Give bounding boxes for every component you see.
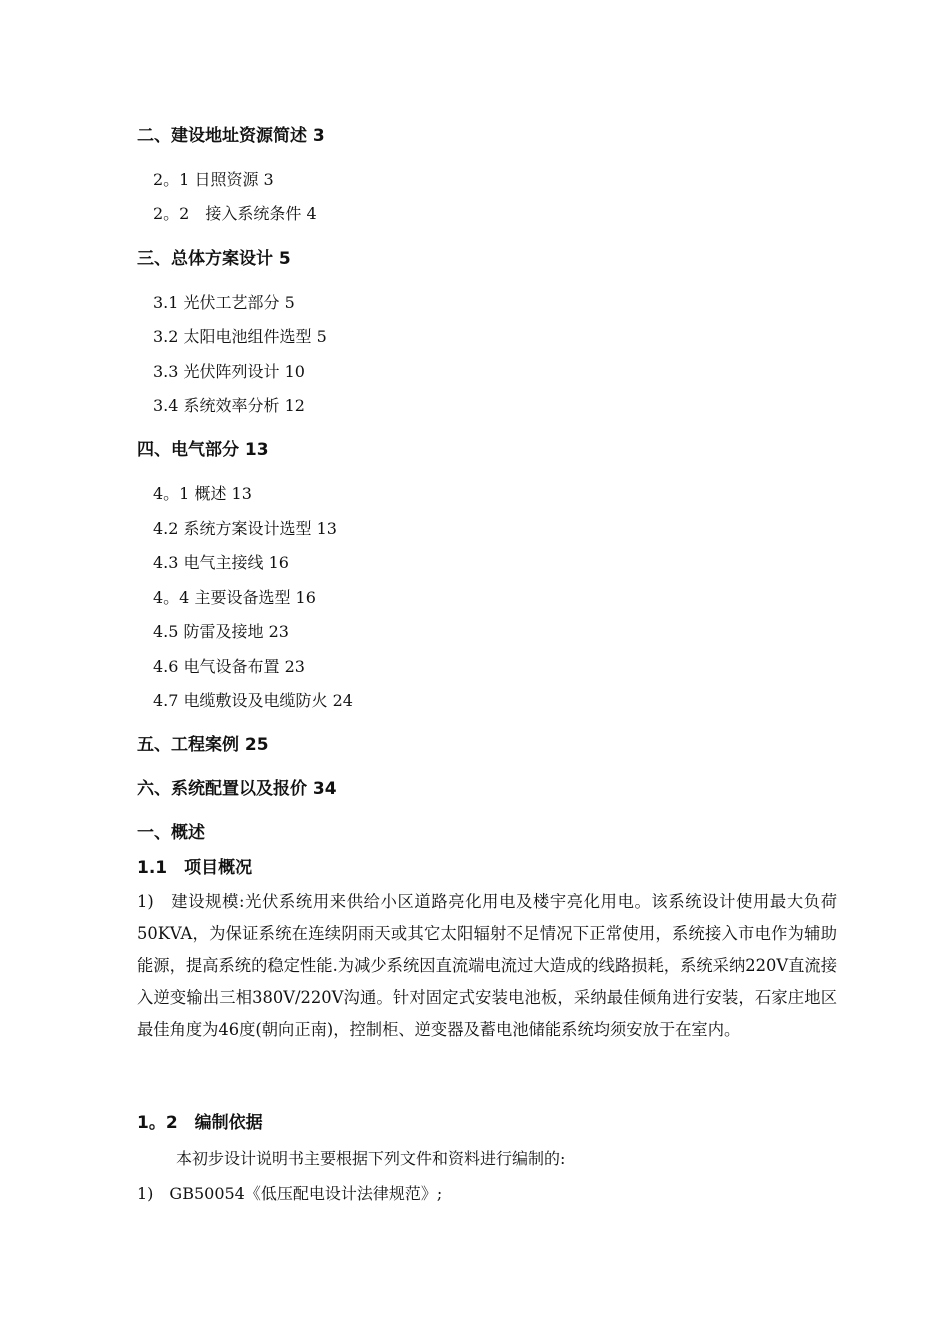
- section-1-2-heading: 1。2 编制依据: [137, 1113, 263, 1133]
- toc-section-3-3[interactable]: 3.3 光伏阵列设计 10: [153, 362, 305, 381]
- toc-section-3-4[interactable]: 3.4 系统效率分析 12: [153, 396, 305, 415]
- section-1-2-intro: 本初步设计说明书主要根据下列文件和资料进行编制的:: [176, 1149, 566, 1168]
- toc-section-2-1[interactable]: 2。1 日照资源 3: [153, 170, 274, 189]
- reference-list-item: 1) GB50054《低压配电设计法律规范》;: [137, 1184, 443, 1203]
- toc-section-4-3[interactable]: 4.3 电气主接线 16: [153, 553, 289, 572]
- toc-section-3-1[interactable]: 3.1 光伏工艺部分 5: [153, 293, 295, 312]
- toc-chapter-6[interactable]: 六、系统配置以及报价 34: [137, 779, 337, 799]
- toc-chapter-5[interactable]: 五、工程案例 25: [137, 735, 269, 755]
- section-1-heading: 一、概述: [137, 823, 205, 843]
- section-1-1-paragraph: 1) 建设规模:光伏系统用来供给小区道路亮化用电及楼宇亮化用电。该系统设计使用最大负荷50KVA，为保证系统在连续阴雨天或其它太阳辐射不足情况下正常使用，系统接入市电作为辅助能源，提高系统的稳定性能.为减少系统因直流端电流过大造成的线路损耗，系统采纳220V直流接入逆变输出三相380V/220V沟通。针对固定式安装电池板，采纳最佳倾角进行安装，石家庄地区最佳角度为46度(朝向正南)，控制柜、逆变器及蓄电池储能系统均须安放于在室内。: [137, 892, 837, 1039]
- toc-chapter-3[interactable]: 三、总体方案设计 5: [137, 249, 291, 269]
- toc-section-3-2[interactable]: 3.2 太阳电池组件选型 5: [153, 327, 327, 346]
- toc-chapter-2[interactable]: 二、建设地址资源简述 3: [137, 126, 325, 146]
- toc-chapter-4[interactable]: 四、电气部分 13: [137, 440, 269, 460]
- toc-section-4-7[interactable]: 4.7 电缆敷设及电缆防火 24: [153, 691, 353, 710]
- toc-section-4-4[interactable]: 4。4 主要设备选型 16: [153, 588, 316, 607]
- toc-section-2-2[interactable]: 2。2 接入系统条件 4: [153, 204, 317, 223]
- toc-section-4-2[interactable]: 4.2 系统方案设计选型 13: [153, 519, 337, 538]
- toc-section-4-6[interactable]: 4.6 电气设备布置 23: [153, 657, 305, 676]
- section-1-1-heading: 1.1 项目概况: [137, 858, 253, 878]
- toc-section-4-5[interactable]: 4.5 防雷及接地 23: [153, 622, 289, 641]
- toc-section-4-1[interactable]: 4。1 概述 13: [153, 484, 252, 503]
